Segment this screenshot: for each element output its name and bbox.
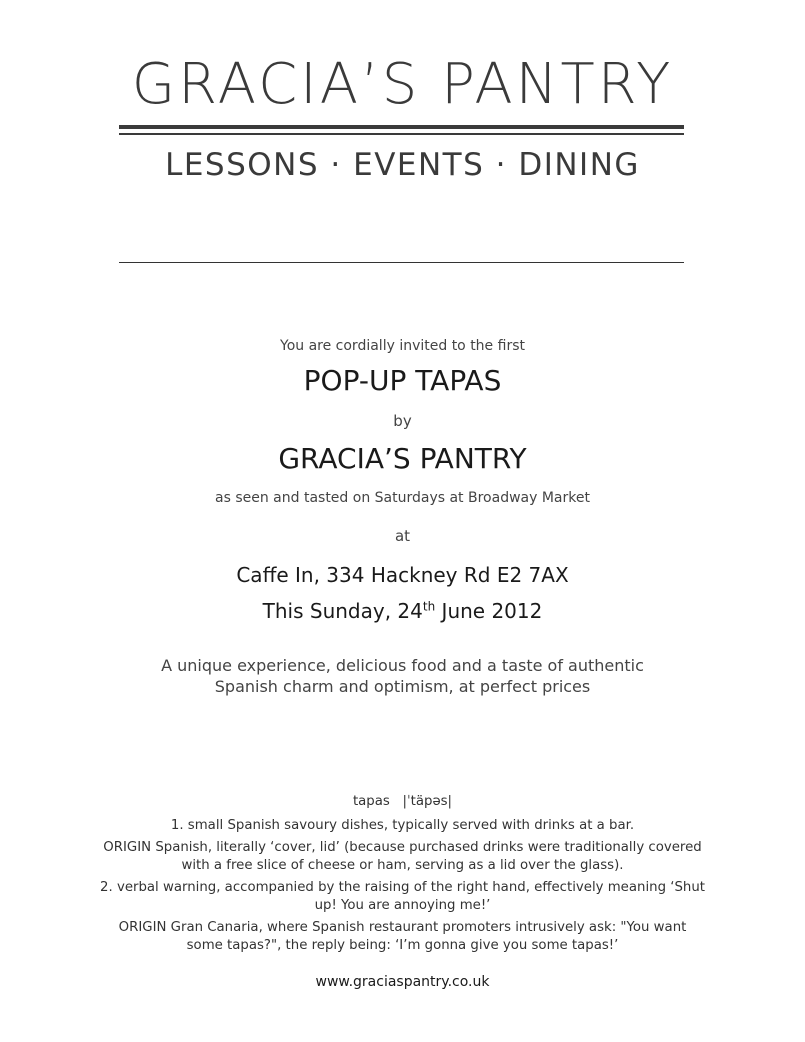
dictionary-definition-2: 2. verbal warning, accompanied by the raising of the right hand, effectively meaning ‘Shut up! You are annoying me!’ [100, 880, 705, 913]
event-date [0, 596, 805, 626]
date-prefix: This Sunday, 24 [262, 599, 423, 623]
venue-address: Caffe In, 334 Hackney Rd E2 7AX [236, 563, 569, 587]
event-name: POP-UP TAPAS [303, 364, 502, 397]
brand-title: GRACIA’S PANTRY [131, 52, 674, 117]
dictionary-origin-1: ORIGIN Spanish, literally ‘cover, lid’ (because purchased drinks were traditionally covered with a free slice of cheese or ham, serving as a lid over the glass). [103, 840, 702, 873]
website-link[interactable]: www.graciaspantry.co.uk [315, 974, 490, 990]
date-ordinal: th [422, 599, 436, 614]
dictionary-definition-1: 1. small Spanish savoury dishes, typically served with drinks at a bar. [170, 818, 635, 833]
dictionary-entry [100, 793, 705, 959]
description-line-1: A unique experience, delicious food and a taste of authentic [161, 656, 644, 675]
dictionary-origin-2: ORIGIN Gran Canaria, where Spanish restaurant promoters intrusively ask: "You want some tapas?", the reply being: ‘I’m gonna give you some tapas!’ [118, 920, 687, 953]
description-line-2: Spanish charm and optimism, at perfect prices [214, 677, 591, 696]
section-divider [119, 262, 684, 263]
at-text: at [394, 527, 411, 545]
header-rule-thin [119, 133, 684, 135]
brand-tagline: LESSONS · EVENTS · DINING [165, 147, 640, 183]
event-description [0, 655, 805, 697]
dictionary-headword: tapas [352, 794, 390, 809]
dictionary-headword-line [100, 793, 705, 811]
market-line: as seen and tasted on Saturdays at Broadway Market [215, 490, 590, 506]
invite-intro: You are cordially invited to the first [280, 338, 525, 354]
dictionary-pronunciation: |ˈtäpəs| [402, 794, 453, 809]
host-name: GRACIA’S PANTRY [278, 442, 527, 475]
by-text: by [393, 412, 412, 430]
header-rule-thick [119, 125, 684, 129]
date-rest: June 2012 [435, 599, 543, 623]
